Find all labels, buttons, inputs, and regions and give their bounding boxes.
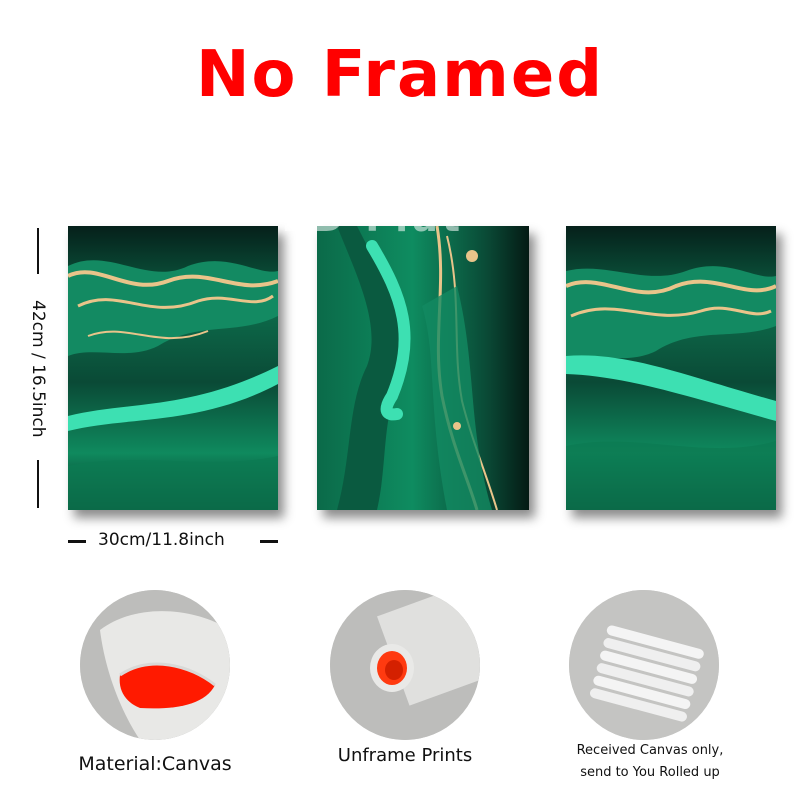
- canvas-roll-icon: [330, 590, 480, 740]
- width-label: 30cm/11.8inch: [98, 530, 225, 550]
- unframe-caption: Unframe Prints: [337, 745, 473, 766]
- canvas-roll-image: [330, 590, 480, 740]
- rolled-caption-line1: Received Canvas only,: [576, 743, 724, 758]
- left-panel: [68, 226, 278, 510]
- left-panel-art: [68, 226, 278, 510]
- middle-panel-art: [317, 226, 529, 510]
- height-label: 42cm / 16.5inch: [28, 300, 48, 438]
- right-panel: [566, 226, 776, 510]
- dimension-tick-left: [68, 540, 86, 543]
- width-dimension: [68, 528, 282, 552]
- dimension-line-bottom: [37, 460, 39, 508]
- rolled-tubes-icon: [569, 590, 719, 740]
- middle-panel: [317, 226, 529, 510]
- rolled-canvas-icon: [80, 590, 230, 740]
- dimension-tick-right: [260, 540, 278, 543]
- rolled-caption-line2: send to You Rolled up: [580, 765, 720, 780]
- rolled-caption: [555, 740, 745, 784]
- height-dimension: [20, 228, 60, 510]
- watermark: 2D Flat: [282, 196, 465, 240]
- material-caption: Material:Canvas: [78, 753, 232, 775]
- rolled-canvas-image: [80, 590, 230, 740]
- rolled-tubes-image: [569, 590, 719, 740]
- dimension-line-top: [37, 228, 39, 274]
- right-panel-art: [566, 226, 776, 510]
- page-title: No Framed: [195, 38, 605, 112]
